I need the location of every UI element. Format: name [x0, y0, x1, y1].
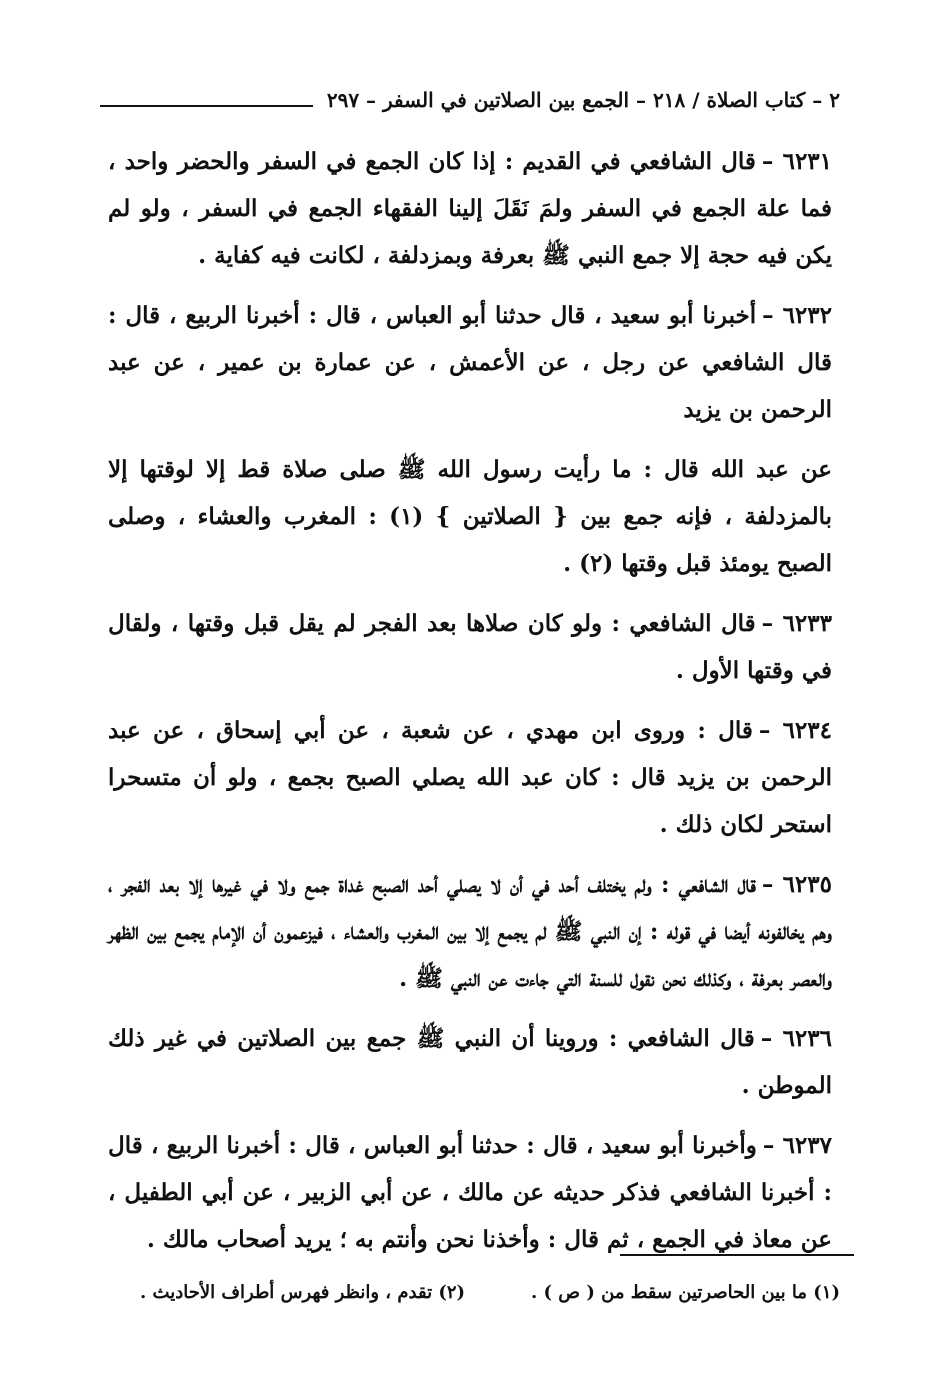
- paragraph-text: قال الشافعي في القديم : إذا كان الجمع في السفر والحضر واحد ، فما علة الجمع في السفر ولمَ نَقَلَ إلينا الفقهاء الجمع في السفر ، ولو لم يكن فيه حجة إلا جمع النبي ﷺ بعرفة وبمزدلفة ، لكانت فيه كفاية .: [108, 148, 832, 269]
- header-title: ٢ – كتاب الصلاة / ٢١٨ – الجمع بين الصلاتين في السفر – ٢٩٧: [326, 88, 840, 112]
- paragraph-6235: [108, 861, 832, 1002]
- paragraph-6236: [108, 1015, 832, 1109]
- paragraph-6233: [108, 600, 832, 694]
- running-header: [100, 84, 840, 116]
- paragraph-number: ٦٢٣١ –: [761, 148, 833, 175]
- paragraph-number: ٦٢٣٥ –: [761, 871, 832, 898]
- paragraph-text: عن عبد الله قال : ما رأيت رسول الله ﷺ صلى صلاة قط إلا لوقتها إلا بالمزدلفة ، فإنه جمع بين { الصلاتين } (١) : المغرب والعشاء ، وصلى الصبح يومئذ قبل وقتها (٢) .: [108, 456, 832, 577]
- header-rule: [100, 105, 313, 107]
- paragraph-6232-matn: [108, 446, 832, 587]
- paragraph-number: ٦٢٣٤ –: [758, 717, 832, 744]
- paragraph-number: ٦٢٣٢ –: [762, 302, 832, 329]
- paragraph-text: قال الشافعي : ولو كان صلاها بعد الفجر لم يقل قبل وقتها ، ولقال في وقتها الأول .: [108, 610, 832, 684]
- paragraph-text: قال الشافعي : وروينا أن النبي ﷺ جمع بين الصلاتين في غير ذلك الموطن .: [108, 1025, 832, 1099]
- footnotes: [140, 1282, 840, 1303]
- paragraph-number: ٦٢٣٣ –: [761, 610, 832, 637]
- paragraph-text: قال : وروى ابن مهدي ، عن شعبة ، عن أبي إسحاق ، عن عبد الرحمن بن يزيد قال : كان عبد الله يصلي الصبح بجمع ، ولو أن متسحرا استحر لكان ذلك .: [108, 717, 832, 838]
- footnote-separator: [620, 1254, 854, 1256]
- footnote-1: (١) ما بين الحاصرتين سقط من ( ص ) .: [530, 1282, 840, 1303]
- paragraph-text: قال الشافعي : ولم يختلف أحد في أن لا يصلي أحد الصبح غداة جمع ولا في غيرها إلا بعد الفجر ، وهم يخالفونه أيضا في قوله : إن النبي ﷺ لم يجمع إلا بين المغرب والعشاء ، فيزعمون أن الإمام يجمع بين الظهر والعصر بعرفة ، وكذلك نحن نقول للسنة التي جاءت عن النبي ﷺ .: [108, 871, 832, 992]
- paragraph-6232: [108, 292, 832, 433]
- paragraph-6234: [108, 707, 832, 848]
- paragraph-text: وأخبرنا أبو سعيد ، قال : حدثنا أبو العباس ، قال : أخبرنا الربيع ، قال : أخبرنا الشافعي فذكر حديثه عن مالك ، عن أبي الزبير ، عن أبي الطفيل ، عن معاذ في الجمع ، ثم قال : وأخذنا نحن وأنتم به ؛ يريد أصحاب مالك .: [108, 1132, 832, 1253]
- main-text: [108, 138, 832, 1276]
- paragraph-number: ٦٢٣٦ –: [760, 1025, 832, 1052]
- paragraph-6237: [108, 1122, 832, 1263]
- paragraph-text: أخبرنا أبو سعيد ، قال حدثنا أبو العباس ، قال : أخبرنا الربيع ، قال : قال الشافعي عن رجل ، عن الأعمش ، عن عمارة بن عمير ، عن عبد الرحمن بن يزيد: [108, 302, 832, 423]
- paragraph-number: ٦٢٣٧ –: [762, 1132, 832, 1159]
- paragraph-6231: [108, 138, 832, 279]
- footnote-2: (٢) تقدم ، وانظر فهرس أطراف الأحاديث .: [140, 1282, 466, 1303]
